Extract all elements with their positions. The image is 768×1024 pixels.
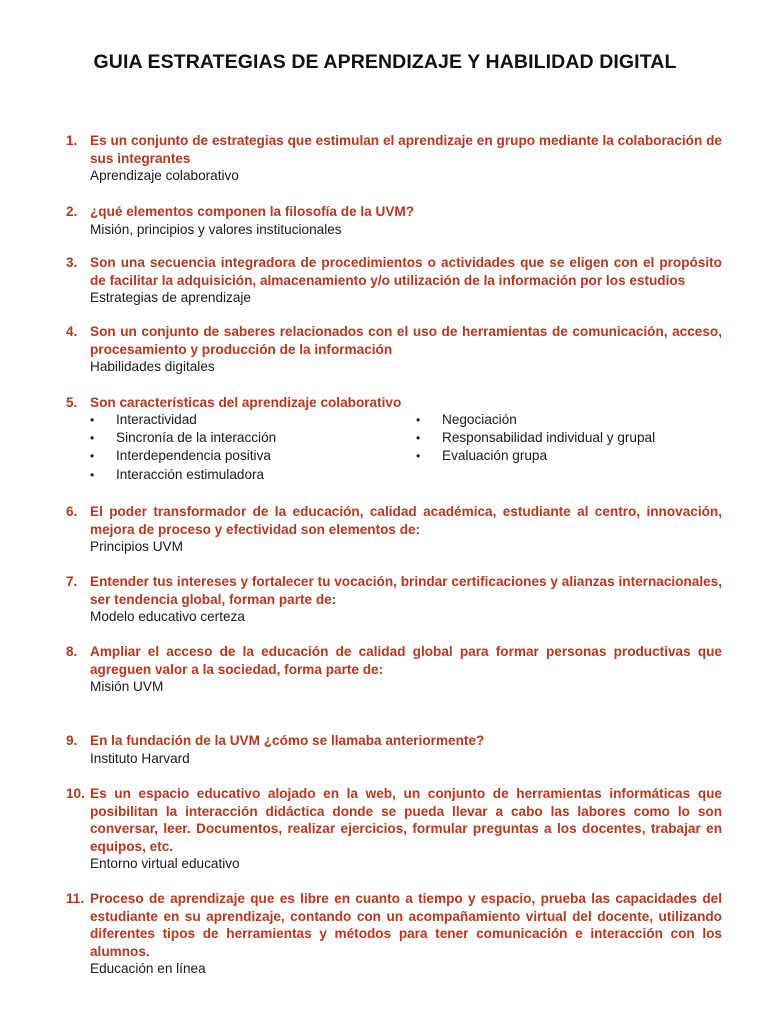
bullet-item: [90, 466, 276, 484]
question-text: Es un espacio educativo alojado en la web, un conjunto de herramientas informáticas que posibilitan la interacción didáctica donde se pueda llevar a cabo las labores como lo son conversar, leer. Documentos, realizar ejercicios, formular preguntas a los docentes, trabajar en equipos, etc.: [90, 786, 722, 854]
question-item: [66, 132, 722, 185]
question-number: 9.: [66, 733, 78, 748]
question-item: [66, 394, 722, 412]
bullet-icon: •: [416, 413, 421, 427]
bullet-icon: •: [90, 467, 95, 482]
question-number: 7.: [66, 574, 78, 589]
question-item: [66, 254, 722, 307]
question-number: 10.: [66, 786, 85, 801]
bullet-item: [90, 411, 276, 429]
page-title: GUIA ESTRATEGIAS DE APRENDIZAJE Y HABILIDAD DIGITAL: [93, 51, 677, 73]
question-item: [66, 323, 722, 376]
bullet-text: Interacción estimuladora: [116, 466, 265, 482]
question-item: [66, 643, 722, 696]
bullet-icon: •: [416, 449, 421, 464]
question-text: Son un conjunto de saberes relacionados con el uso de herramientas de comunicación, acceso, procesamiento y producción de la información: [90, 324, 722, 357]
question-number: 11.: [66, 891, 85, 906]
answer-text: Modelo educativo certeza: [90, 609, 245, 625]
bullet-text: Negociación: [442, 412, 517, 427]
answer-text: Misión, principios y valores institucionales: [90, 221, 342, 237]
question-text: Entender tus intereses y fortalecer tu vocación, brindar certificaciones y alianzas internacionales, ser tendencia global, forman parte de:: [90, 574, 722, 607]
question-number: 5.: [66, 395, 78, 410]
bullet-text: Sincronía de la interacción: [116, 430, 277, 446]
question-text: En la fundación de la UVM ¿cómo se llamaba anteriormente?: [90, 733, 485, 748]
answer-text: Entorno virtual educativo: [90, 856, 240, 872]
answer-text: Estrategias de aprendizaje: [90, 290, 251, 306]
bullet-icon: •: [416, 431, 421, 446]
answer-text: Aprendizaje colaborativo: [90, 168, 239, 184]
bullet-text: Responsabilidad individual y grupal: [442, 430, 656, 446]
bullet-icon: •: [90, 431, 95, 446]
question-text: Son características del aprendizaje colaborativo: [90, 395, 402, 410]
bullet-column-left: [90, 411, 276, 484]
answer-text: Misión UVM: [90, 679, 164, 695]
answer-text: Habilidades digitales: [90, 359, 215, 375]
bullet-icon: •: [90, 449, 95, 464]
question-text: ¿qué elementos componen la filosofía de la UVM?: [90, 204, 415, 219]
question-number: 8.: [66, 644, 78, 659]
question-item: [66, 203, 722, 238]
answer-text: Educación en línea: [90, 961, 206, 977]
question-number: 4.: [66, 324, 78, 339]
question-number: 2.: [66, 204, 78, 219]
question-text: Son una secuencia integradora de procedimientos o actividades que se eligen con el propósito de facilitar la adquisición, almacenamiento y/o utilización de la información por los estudios: [90, 255, 722, 288]
bullet-text: Evaluación grupa: [442, 448, 548, 464]
answer-text: Instituto Harvard: [90, 750, 190, 766]
question-item: [66, 503, 722, 556]
question-item: [66, 573, 722, 626]
bullet-icon: •: [90, 413, 95, 427]
bullet-column-right: [416, 411, 655, 466]
bullet-item: [90, 429, 276, 447]
answer-text: Principios UVM: [90, 539, 183, 555]
question-number: 6.: [66, 504, 78, 519]
question-item: [66, 732, 722, 767]
bullet-item: [416, 429, 655, 447]
question-item: [66, 890, 722, 978]
bullet-item: [416, 411, 655, 429]
question-text: Es un conjunto de estrategias que estimulan el aprendizaje en grupo mediante la colaboración de sus integrantes: [90, 133, 722, 166]
question-number: 3.: [66, 255, 78, 270]
question-item: [66, 785, 722, 873]
bullet-text: Interactividad: [116, 412, 197, 427]
question-text: El poder transformador de la educación, calidad académica, estudiante al centro, innovación, mejora de proceso y efectividad son elementos de:: [90, 504, 722, 537]
bullet-item: [90, 447, 276, 465]
bullet-text: Interdependencia positiva: [116, 448, 271, 464]
bullet-item: [416, 447, 655, 465]
question-text: Proceso de aprendizaje que es libre en cuanto a tiempo y espacio, prueba las capacidades del estudiante en su aprendizaje, contando con un acompañamiento virtual del docente, utilizando diferentes tipos de herramientas y métodos para tener comunicación e interacción con los alumnos.: [90, 891, 722, 959]
question-text: Ampliar el acceso de la educación de calidad global para formar personas productivas que agreguen valor a la sociedad, forma parte de:: [90, 644, 722, 677]
question-number: 1.: [66, 133, 78, 148]
